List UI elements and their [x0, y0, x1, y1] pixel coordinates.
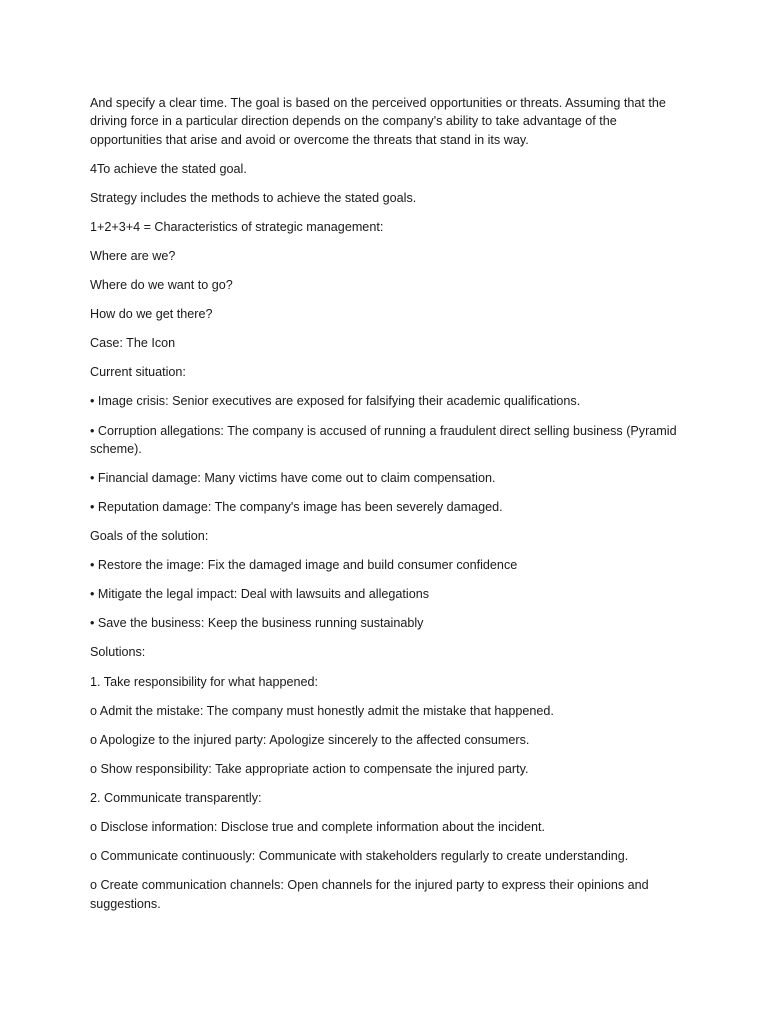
question-where-are-we: Where are we?: [90, 248, 176, 263]
solutions-heading: Solutions:: [90, 645, 146, 660]
sub-item-communicate-continuously: o Communicate continuously: Communicate with stakeholders regularly to create understanding.: [90, 849, 629, 864]
sub-item-communication-channels: o Create communication channels: Open channels for the injured party to express their opinions and suggestions.: [90, 878, 649, 911]
bullet-restore-image: • Restore the image: Fix the damaged image and build consumer confidence: [90, 558, 518, 573]
document-body: [90, 94, 680, 913]
bullet-financial-damage: • Financial damage: Many victims have come out to claim compensation.: [90, 470, 496, 485]
solution-1-heading: 1. Take responsibility for what happened:: [90, 674, 318, 689]
sub-item-apologize: o Apologize to the injured party: Apologize sincerely to the affected consumers.: [90, 732, 530, 747]
paragraph-intro: And specify a clear time. The goal is based on the perceived opportunities or threats. Assuming that the driving force in a particular direction depends on the company's ability to take advantage of the opportunities that arise and avoid or overcome the threats that stand in its way.: [90, 96, 666, 147]
bullet-reputation-damage: • Reputation damage: The company's image has been severely damaged.: [90, 500, 503, 515]
question-where-to-go: Where do we want to go?: [90, 278, 233, 293]
bullet-image-crisis: • Image crisis: Senior executives are exposed for falsifying their academic qualifications.: [90, 394, 581, 409]
goals-heading: Goals of the solution:: [90, 529, 209, 544]
bullet-save-business: • Save the business: Keep the business running sustainably: [90, 616, 424, 631]
paragraph-characteristics: 1+2+3+4 = Characteristics of strategic management:: [90, 219, 384, 234]
solution-2-heading: 2. Communicate transparently:: [90, 790, 262, 805]
sub-item-show-responsibility: o Show responsibility: Take appropriate action to compensate the injured party.: [90, 761, 529, 776]
sub-item-admit-mistake: o Admit the mistake: The company must honestly admit the mistake that happened.: [90, 703, 554, 718]
bullet-mitigate-legal: • Mitigate the legal impact: Deal with lawsuits and allegations: [90, 587, 430, 602]
case-heading: Case: The Icon: [90, 336, 176, 351]
sub-item-disclose-information: o Disclose information: Disclose true and complete information about the incident.: [90, 820, 546, 835]
paragraph-goal-note: 4To achieve the stated goal.: [90, 161, 247, 176]
current-situation-heading: Current situation:: [90, 365, 186, 380]
paragraph-strategy: Strategy includes the methods to achieve the stated goals.: [90, 190, 417, 205]
question-how-get-there: How do we get there?: [90, 307, 213, 322]
bullet-corruption-allegations: • Corruption allegations: The company is accused of running a fraudulent direct selling business (Pyramid scheme).: [90, 423, 677, 456]
